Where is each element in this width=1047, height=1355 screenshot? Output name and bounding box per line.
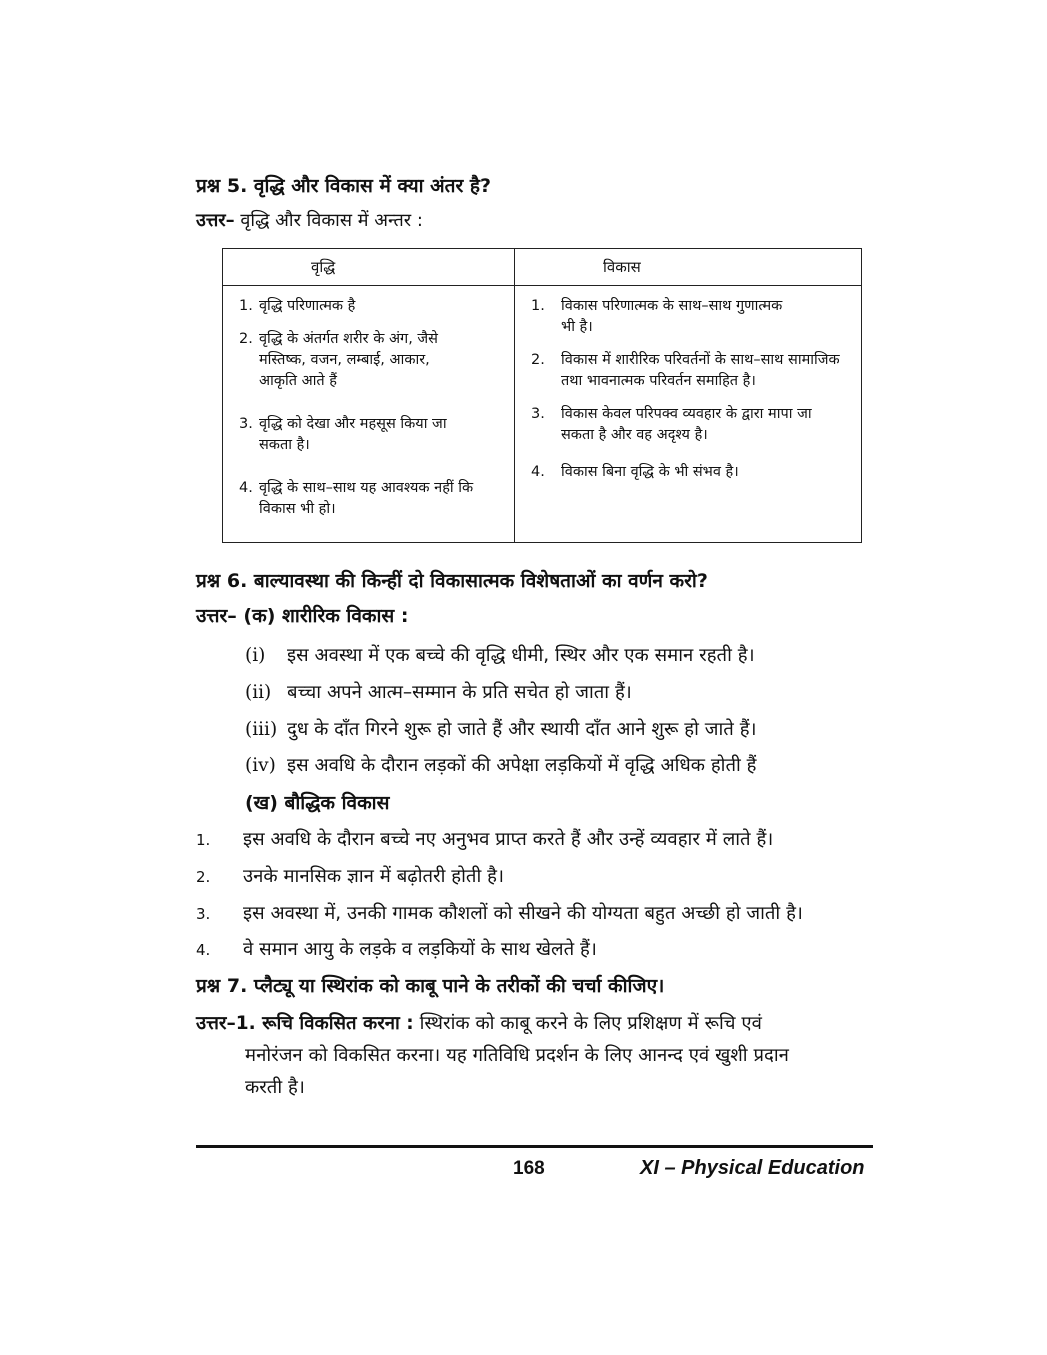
list-item: (iii) दुध के दाँत गिरने शुरू हो जाते हैं और स्थायी दाँत आने शुरू हो जाते हैं। [245, 719, 757, 740]
question-6: प्रश्न 6. बाल्यावस्था की किन्हीं दो विकासात्मक विशेषताओं का वर्णन करो? [196, 570, 708, 592]
book-title: XI – Physical Education [640, 1157, 865, 1179]
list-item: 4. विकास बिना वृद्धि के भी संभव है। [531, 464, 739, 480]
question-5: प्रश्न 5. वृद्धि और विकास में क्या अंतर है? [196, 175, 492, 197]
answer-7-label: उत्तर–1. रूचि विकसित करना : [196, 1013, 414, 1034]
answer-5-text: वृद्धि और विकास में अन्तर : [234, 210, 423, 231]
list-item: 1. वृद्धि परिणात्मक है [239, 298, 356, 314]
list-item: (i) इस अवस्था में एक बच्चे की वृद्धि धीमी, स्थिर और एक समान रहती है। [245, 645, 755, 666]
answer-7-line-3: करती है। [245, 1077, 305, 1098]
list-item: 3. इस अवस्था में, उनकी गामक कौशलों को सीखने की योग्यता बहुत अच्छी हो जाती है। [196, 903, 803, 924]
growth-column [223, 286, 515, 543]
table-header-development: विकास [515, 249, 862, 286]
list-item: (iv) इस अवधि के दौरान लड़कों की अपेक्षा लड़कियों में वृद्धि अधिक होती हैं [245, 755, 757, 776]
list-item: 3. वृद्धि को देखा और महसूस किया जा सकता है। [239, 416, 447, 453]
table-header-growth: वृद्धि [223, 249, 515, 286]
answer-7-line-2: मनोरंजन को विकसित करना। यह गतिविधि प्रदर्शन के लिए आनन्द एवं खुशी प्रदान [245, 1045, 789, 1066]
answer-5 [196, 208, 423, 232]
growth-vs-development-table [222, 248, 862, 543]
list-item: 2. विकास में शारीरिक परिवर्तनों के साथ–साथ सामाजिक तथा भावनात्मक परिवर्तन समाहित है। [531, 352, 840, 389]
question-7: प्रश्न 7. प्लैट्यू या स्थिरांक को काबू पाने के तरीकों की चर्चा कीजिए। [196, 975, 665, 997]
development-column [515, 286, 862, 543]
list-item: 2. वृद्धि के अंतर्गत शरीर के अंग, जैसे मस्तिष्क, वजन, लम्बाई, आकार, आकृति आते हैं [239, 331, 438, 389]
list-item: 2. उनके मानसिक ज्ञान में बढ़ोतरी होती है। [196, 866, 504, 887]
answer-6-heading: उत्तर– (क) शारीरिक विकास : [196, 605, 409, 627]
page-number: 168 [513, 1158, 545, 1179]
answer-7-text: स्थिरांक को काबू करने के लिए प्रशिक्षण में रूचि एवं [413, 1013, 762, 1034]
list-item: 1. विकास परिणात्मक के साथ–साथ गुणात्मक भी है। [531, 298, 783, 335]
footer-divider [196, 1145, 873, 1148]
answer-5-label: उत्तर– [196, 210, 235, 231]
list-item: 4. वृद्धि के साथ–साथ यह आवश्यक नहीं कि विकास भी हो। [239, 480, 474, 517]
list-item: (ii) बच्चा अपने आत्म–सम्मान के प्रति सचेत हो जाता हैं। [245, 682, 632, 703]
list-item: 1. इस अवधि के दौरान बच्चे नए अनुभव प्राप्त करते हैं और उन्हें व्यवहार में लाते हैं। [196, 829, 774, 850]
answer-7 [196, 1008, 876, 1104]
list-item: 4. वे समान आयु के लड़के व लड़कियों के साथ खेलते हैं। [196, 939, 597, 960]
intellectual-heading: (ख) बौद्धिक विकास [245, 792, 390, 814]
list-item: 3. विकास केवल परिपक्व व्यवहार के द्वारा मापा जा सकता है और वह अदृश्य है। [531, 406, 812, 443]
